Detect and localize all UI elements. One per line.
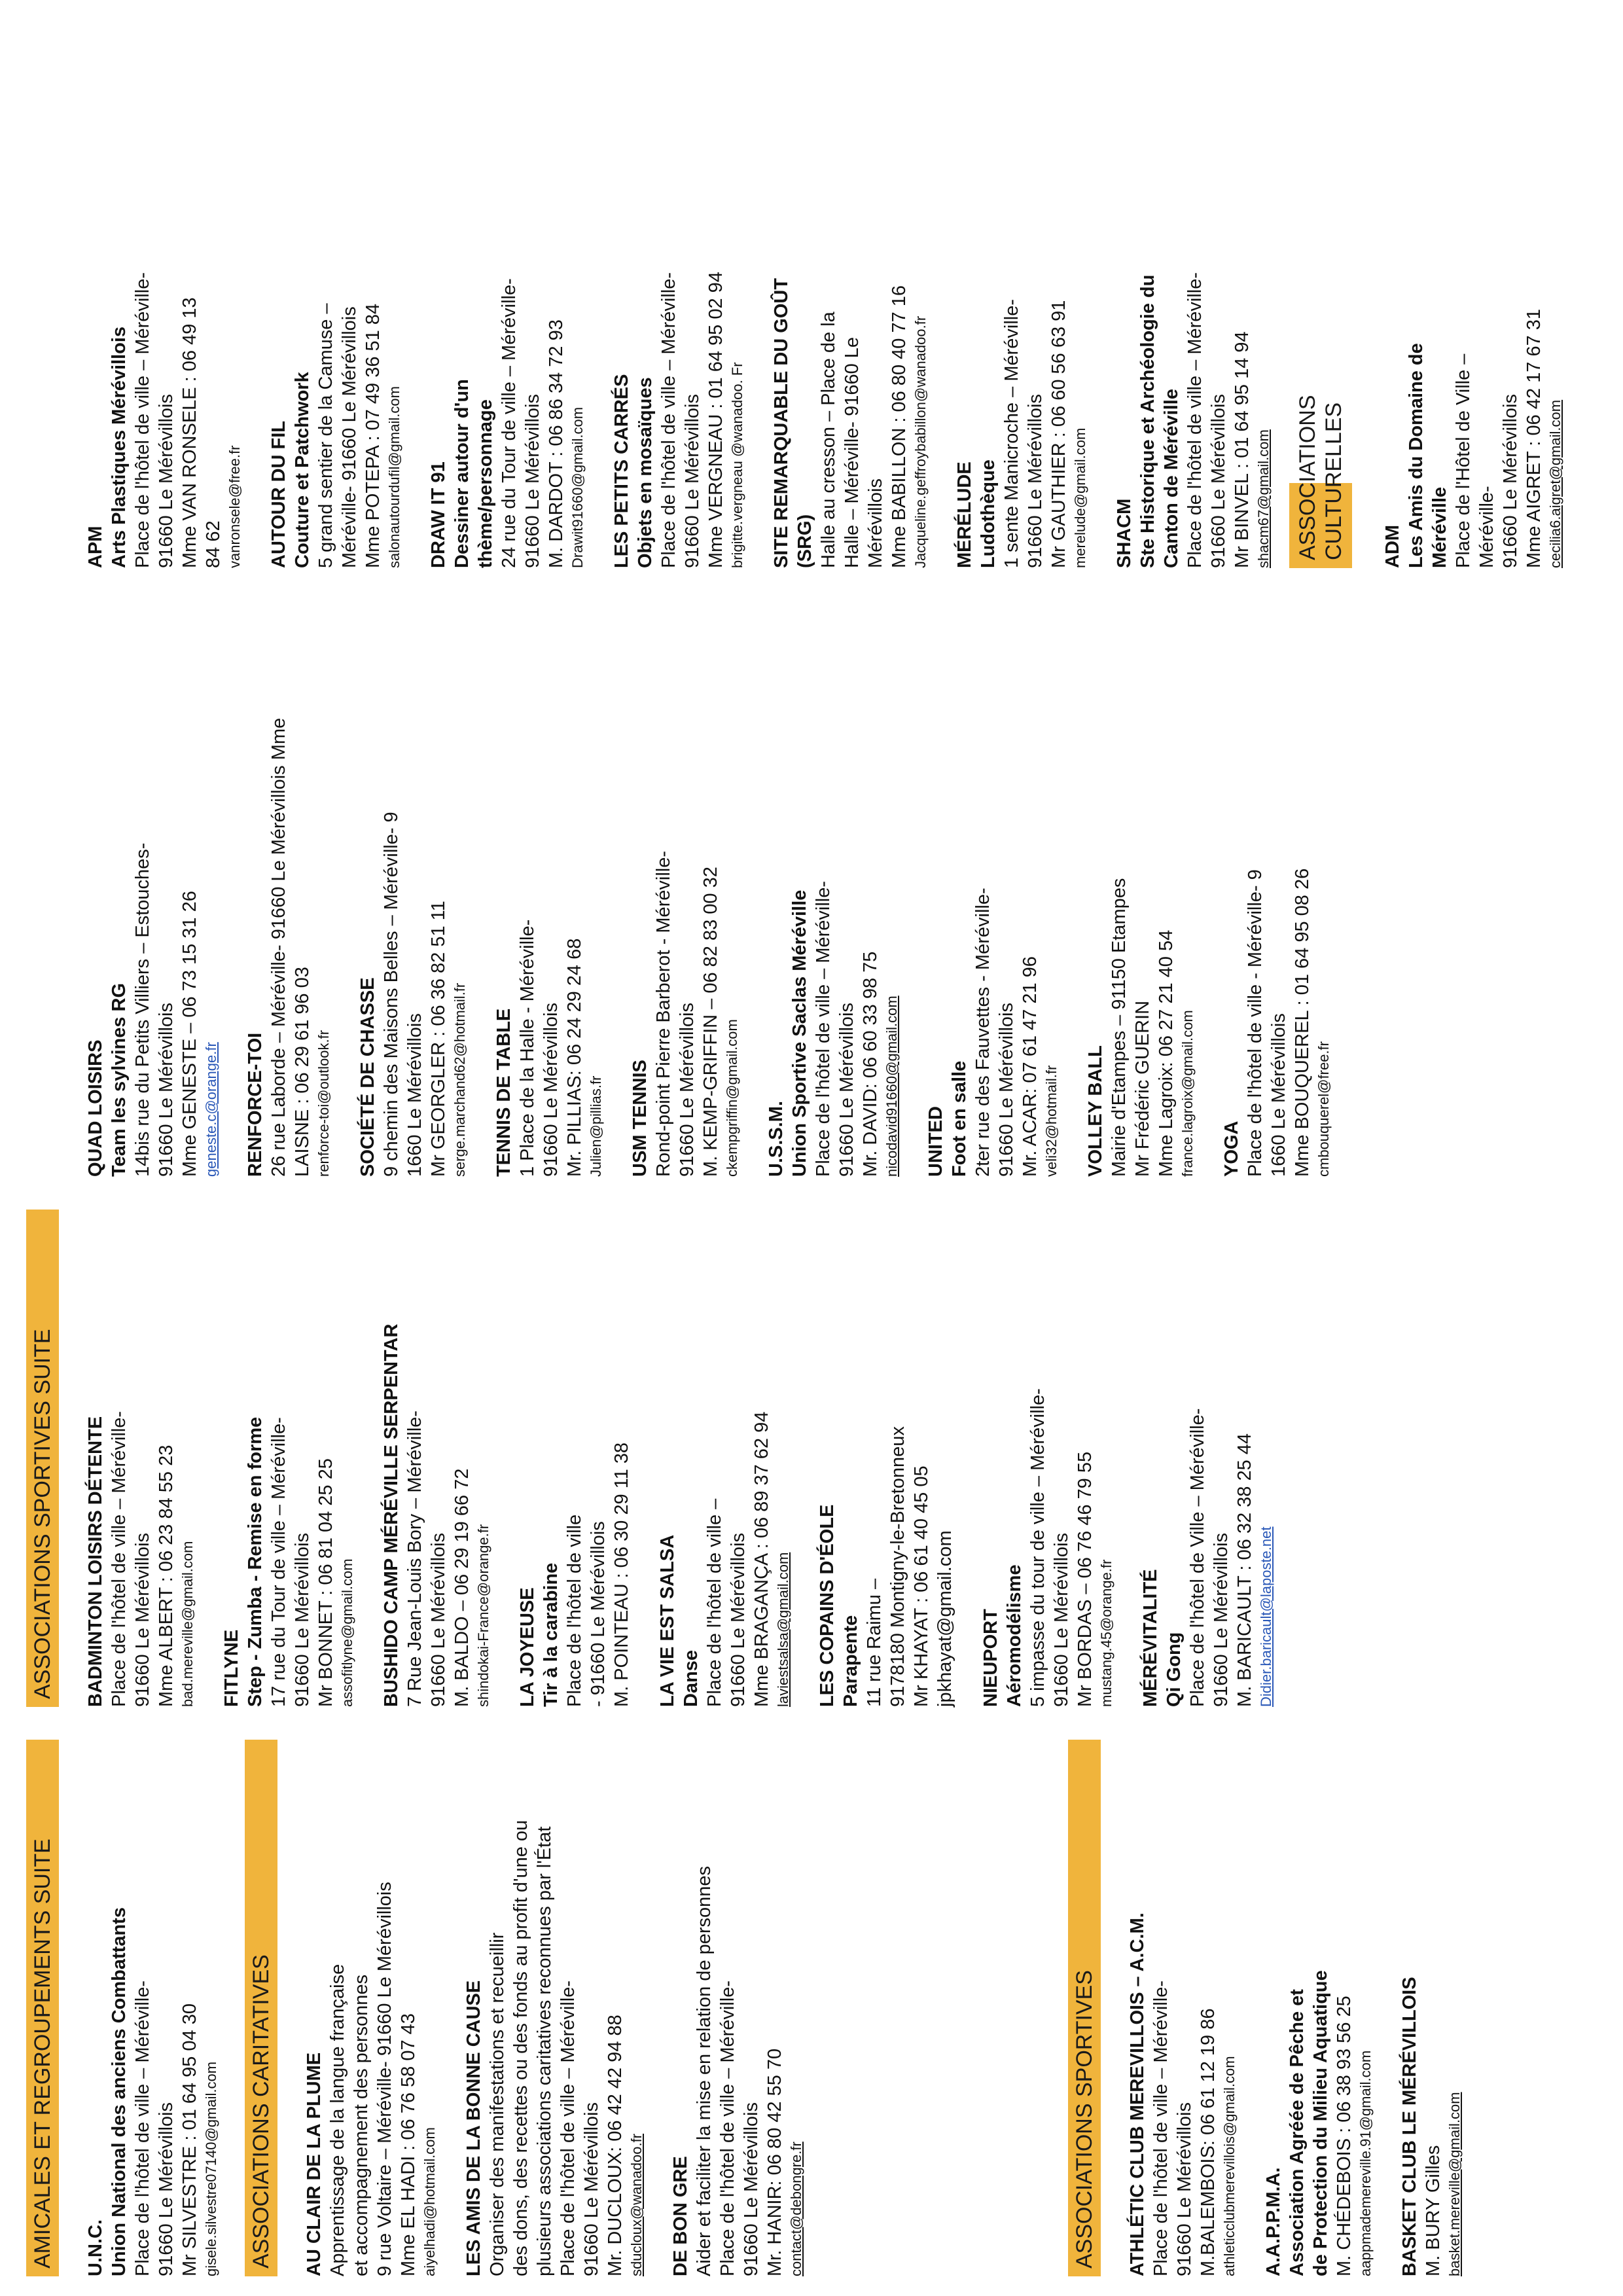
association-detail-line: Halle – Méréville- 91660 Le bbox=[842, 336, 863, 568]
association-subtitle: Aéromodélisme bbox=[1004, 1564, 1025, 1707]
association-detail-line: M. POINTEAU : 06 30 29 11 38 bbox=[611, 1442, 632, 1707]
association-detail-line: M. BARICAULT : 06 32 38 25 44 bbox=[1234, 1433, 1255, 1707]
column-3 bbox=[0, 614, 1623, 1177]
entry-spacer bbox=[1090, 110, 1113, 568]
entry-spacer bbox=[357, 1210, 380, 1707]
association-entry bbox=[84, 1210, 198, 1707]
association-entry bbox=[924, 614, 1061, 1177]
association-email[interactable]: sducloux@wanadoo.fr bbox=[628, 2133, 645, 2276]
association-subtitle: Canton de Méréville bbox=[1161, 389, 1182, 568]
association-subtitle: (SRG) bbox=[794, 514, 815, 568]
association-detail-line: Rond-point Pierre Barberot - Méréville- bbox=[653, 850, 674, 1177]
association-subtitle: Parapente bbox=[840, 1615, 861, 1707]
association-entry bbox=[770, 110, 931, 568]
association-detail-line: 91660 Le Mérévillois bbox=[1051, 1533, 1072, 1707]
association-subtitle: Foot en salle bbox=[949, 1060, 970, 1177]
association-email[interactable]: aappmademereville.91@gmail.com bbox=[1357, 2050, 1374, 2276]
association-detail-line: Mr SILVESTRE : 01 64 95 04 30 bbox=[179, 2003, 200, 2276]
association-name: TENNIS DE TABLE bbox=[493, 1008, 514, 1177]
association-name: LA VIE EST SALSA bbox=[657, 1534, 678, 1707]
association-name: MÉRÉVITALITÉ bbox=[1140, 1569, 1161, 1707]
association-email[interactable]: nicodavid91660@gmail.com bbox=[883, 996, 900, 1177]
section-header-sportives-suite: ASSOCIATIONS SPORTIVES SUITE bbox=[26, 1210, 59, 1707]
association-detail-line: 1 sente Manicroche – Méréville- bbox=[1001, 298, 1022, 568]
association-name: LES COPAINS D'ÉOLE bbox=[817, 1504, 838, 1707]
association-detail-line: - 91660 Le Mérévillois bbox=[588, 1521, 609, 1707]
association-detail-line: 91660 Le Mérévillois bbox=[728, 1533, 749, 1707]
association-detail-line: 91660 Le Mérévillois bbox=[541, 1003, 562, 1177]
association-subtitle: Ste Historique et Archéologie du bbox=[1137, 274, 1158, 568]
association-name: QUAD LOISIRS bbox=[85, 1039, 106, 1177]
association-detail-line: M. BALDO – 06 29 19 66 72 bbox=[452, 1468, 473, 1707]
entry-spacer bbox=[198, 1210, 220, 1707]
association-name: MÉRÉLUDE bbox=[954, 461, 975, 568]
association-name: LES PETITS CARRÉS bbox=[611, 374, 632, 568]
association-name: BASKET CLUB LE MÉRÉVILLOIS bbox=[1399, 1977, 1420, 2276]
association-email[interactable]: veli32@hotmail.fr bbox=[1043, 1065, 1060, 1177]
association-entry bbox=[84, 614, 221, 1177]
association-detail-line: Mme AIGRET : 06 42 17 67 31 bbox=[1524, 308, 1544, 568]
association-detail-line: 24 rue du Tour de ville – Méréville- bbox=[499, 278, 520, 568]
association-detail-line: 91660 Le Mérévillois bbox=[292, 1533, 313, 1707]
association-detail-line: Mr. HANIR: 06 80 42 55 70 bbox=[764, 2048, 785, 2276]
association-email[interactable]: Drawit91660@gmail.com bbox=[569, 406, 586, 568]
association-entry bbox=[1220, 614, 1334, 1177]
association-detail-line: Mme GENESTE – 06 73 15 31 26 bbox=[179, 891, 200, 1177]
association-name: DRAW IT 91 bbox=[428, 461, 449, 568]
association-email[interactable]: laviestsalsa@gmail.com bbox=[775, 1552, 791, 1707]
association-detail-line: Mr. DAVID: 06 60 33 98 75 bbox=[860, 951, 881, 1177]
association-detail-line: Mme BABILLON : 06 80 40 77 16 bbox=[889, 285, 910, 568]
association-detail-line: Place de l'hôtel de ville – Méréville- bbox=[132, 272, 153, 568]
association-subtitle: Union Sportive Saclas Méréville bbox=[789, 889, 810, 1177]
association-email[interactable]: mustang.45@orange.fr bbox=[1098, 1559, 1115, 1707]
association-subtitle: Objets en mosaïques bbox=[635, 377, 656, 568]
association-subtitle: Union National des anciens Combattants bbox=[109, 1907, 130, 2276]
column-4 bbox=[0, 110, 1623, 568]
association-entry bbox=[1126, 1740, 1240, 2276]
association-detail-line: 5 grand sentier de la Camuse – bbox=[315, 303, 336, 568]
entry-spacer bbox=[793, 1210, 815, 1707]
association-name: APM bbox=[85, 526, 106, 568]
entry-spacer bbox=[588, 110, 610, 568]
association-entry bbox=[267, 110, 404, 568]
entry-spacer bbox=[742, 614, 764, 1177]
association-name: LA JOYEUSE bbox=[517, 1587, 538, 1707]
association-name: DE BON GRE bbox=[670, 2156, 691, 2276]
entry-spacer bbox=[440, 1740, 462, 2276]
association-entry bbox=[302, 1740, 440, 2276]
association-entry bbox=[84, 110, 245, 568]
association-detail-line: 1660 Le Mérévillois bbox=[1268, 1013, 1289, 1177]
association-subtitle: Couture et Patchwork bbox=[292, 372, 313, 568]
list-culturelles-start bbox=[84, 110, 1274, 568]
association-entry bbox=[243, 614, 334, 1177]
association-detail-line: Mr BINVEL : 01 64 95 14 94 bbox=[1232, 331, 1253, 568]
association-entry bbox=[427, 110, 588, 568]
association-detail-line: M. KEMP-GRIFFIN – 06 82 83 00 32 bbox=[700, 867, 721, 1177]
entry-spacer bbox=[1116, 1210, 1139, 1707]
association-name: YOGA bbox=[1221, 1121, 1242, 1177]
association-email[interactable]: vanronsele@free.fr bbox=[226, 445, 243, 568]
association-detail-line: 9178180 Montigny-le-Bretonneux bbox=[887, 1426, 908, 1707]
section-header-amicales: AMICALES ET REGROUPEMENTS SUITE bbox=[26, 1740, 59, 2276]
association-email[interactable]: shindokai-France@orange.fr bbox=[475, 1524, 491, 1707]
association-detail-line: 9 chemin des Maisons Belles – Méréville- 9 bbox=[381, 812, 402, 1177]
list-amicales bbox=[84, 1740, 221, 2276]
association-name: ATHLÉTIC CLUB MEREVILLOIS – A.C.M. bbox=[1127, 1912, 1148, 2276]
association-detail-line: Mme POTEPA : 07 49 36 51 84 bbox=[363, 303, 383, 568]
association-entry bbox=[628, 614, 742, 1177]
association-detail-line: Mr BONNET : 06 81 04 25 25 bbox=[315, 1458, 336, 1707]
association-entry bbox=[356, 614, 470, 1177]
association-detail-line: 1 Place de la Halle - Méréville- bbox=[517, 919, 538, 1177]
association-name: BUSHIDO CAMP MÉRÉVILLE SERPENTAR bbox=[381, 1323, 402, 1707]
section-header-culturelles: ASSOCIATIONS CULTURELLES bbox=[1289, 483, 1352, 568]
entry-spacer bbox=[1061, 614, 1084, 1177]
section-header-caritatives: ASSOCIATIONS CARITATIVES bbox=[245, 1740, 277, 2276]
association-detail-line: 2ter rue des Fauvettes - Méréville- bbox=[972, 888, 993, 1177]
association-detail-line: et accompagnement des personnes bbox=[351, 1974, 372, 2276]
association-email[interactable]: cecilia6.aigret@gmail.com bbox=[1547, 399, 1563, 568]
association-detail-line: Mme Lagroix: 06 27 21 40 54 bbox=[1156, 929, 1177, 1177]
association-detail-line: 91660 Le Mérévillois bbox=[156, 394, 177, 568]
association-detail-line: 91660 Le Mérévillois bbox=[156, 2102, 177, 2276]
association-name: UNITED bbox=[925, 1106, 946, 1177]
association-detail-line: Mme BRAGANÇA : 06 89 37 62 94 bbox=[751, 1411, 772, 1707]
association-detail-line: Mérévillois bbox=[865, 478, 886, 568]
association-email[interactable]: Jacqueline.geffroybabillon@wanadoo.fr bbox=[912, 315, 929, 568]
association-email[interactable]: Julien@pillias.fr bbox=[588, 1075, 604, 1177]
association-email[interactable]: merelude@gmail.com bbox=[1072, 427, 1088, 568]
association-email[interactable]: brigitte.vergneau @wanadoo. Fr bbox=[729, 362, 745, 568]
association-name: RENFORCE-TOI bbox=[245, 1032, 266, 1177]
association-name: AU CLAIR DE LA PLUME bbox=[304, 2052, 325, 2276]
association-entry bbox=[1398, 1740, 1465, 2276]
association-detail-line: Mr Frédéric GUERIN bbox=[1132, 1000, 1153, 1177]
association-detail-line: Mr GAUTHIER : 06 60 56 63 91 bbox=[1048, 300, 1069, 568]
association-detail-line: 26 rue Laborde – Méréville- 91660 Le Mérévillois Mme bbox=[268, 717, 289, 1177]
list-sportives bbox=[1126, 1740, 1465, 2276]
association-entry bbox=[1113, 110, 1274, 568]
column-2 bbox=[0, 1210, 1623, 1707]
association-detail-line: Halle au cresson – Place de la bbox=[818, 312, 839, 568]
association-entry bbox=[1139, 1210, 1276, 1707]
association-entry bbox=[1084, 614, 1198, 1177]
association-email[interactable]: aiyelhadi@hotmail.com bbox=[421, 2127, 438, 2276]
association-detail-line: M. DARDOT : 06 86 34 72 93 bbox=[546, 319, 567, 568]
association-name: VOLLEY BALL bbox=[1085, 1045, 1106, 1177]
association-name: A.A.P.P.M.A. bbox=[1263, 2167, 1284, 2276]
association-detail-line: Place de l'hôtel de ville bbox=[564, 1514, 585, 1707]
association-detail-line: Place de l'hôtel de ville – Méréville- bbox=[132, 1980, 153, 2276]
association-entry bbox=[979, 1210, 1116, 1707]
section-header-sportives: ASSOCIATIONS SPORTIVES bbox=[1068, 1740, 1101, 2276]
entry-spacer bbox=[1240, 1740, 1262, 2276]
association-email[interactable]: geneste.c@orange.fr bbox=[203, 1042, 219, 1177]
association-subtitle: de Protection du Milieu Aquatique bbox=[1310, 1970, 1331, 2276]
entry-spacer bbox=[1198, 614, 1220, 1177]
association-detail-line: Apprentissage de la langue française bbox=[327, 1964, 348, 2276]
association-subtitle: Team les sylvines RG bbox=[109, 982, 130, 1177]
association-detail-line: Place de l'hôtel de ville – Méréville- bbox=[813, 880, 834, 1177]
association-detail-line: 91660 Le Mérévillois bbox=[1500, 394, 1521, 568]
association-subtitle: Les Amis du Domaine de bbox=[1406, 343, 1427, 568]
association-subtitle: Danse bbox=[681, 1649, 702, 1707]
association-detail-line: 91660 Le Mérévillois bbox=[677, 1003, 698, 1177]
entry-spacer bbox=[470, 614, 492, 1177]
entry-spacer bbox=[647, 1740, 669, 2276]
association-detail-line: Place de l'hôtel de ville – Méréville- bbox=[558, 1980, 579, 2276]
association-detail-line: Mme EL HADI : 06 76 58 07 43 bbox=[398, 2013, 419, 2276]
association-subtitle: Ludothèque bbox=[978, 459, 999, 568]
list-culturelles bbox=[1381, 110, 1565, 568]
association-detail-line: Place de l'hôtel de ville – Méréville- bbox=[1185, 272, 1205, 568]
entry-spacer bbox=[957, 1210, 979, 1707]
entry-spacer bbox=[902, 614, 924, 1177]
association-email[interactable]: renforce-toi@outlook.fr bbox=[315, 1030, 332, 1177]
entry-spacer bbox=[404, 110, 427, 568]
association-detail-line: 91660 Le Mérévillois bbox=[428, 1533, 449, 1707]
association-detail-line: 91660 Le Mérévillois bbox=[1208, 394, 1229, 568]
association-detail-line: 91660 Le Mérévillois bbox=[1174, 2102, 1195, 2276]
association-detail-line: Mme ALBERT : 06 23 84 55 23 bbox=[156, 1444, 177, 1707]
association-name: FITLYNE bbox=[221, 1629, 242, 1707]
entry-spacer bbox=[1376, 1740, 1398, 2276]
association-detail-line: 1660 Le Mérévillois bbox=[404, 1013, 425, 1177]
association-detail-line: M. BURY Gilles bbox=[1423, 2145, 1444, 2276]
association-name: BADMINTON LOISIRS DÉTENTE bbox=[85, 1416, 106, 1707]
association-detail-line: 91660 Le Mérévillois bbox=[581, 2102, 602, 2276]
entry-spacer bbox=[633, 1210, 656, 1707]
association-name: SOCIÉTÉ DE CHASSE bbox=[357, 977, 378, 1177]
association-detail-line: 91660 Le Mérévillois bbox=[522, 394, 543, 568]
association-name: U.S.S.M. bbox=[766, 1100, 787, 1177]
association-entry bbox=[84, 1740, 221, 2276]
association-entry bbox=[380, 1210, 493, 1707]
association-email[interactable]: shacm67@gmail.com bbox=[1255, 429, 1272, 568]
entry-spacer bbox=[931, 110, 953, 568]
association-detail-line: 9 rue Voltaire – Méréville- 91660 Le Mérévillois bbox=[374, 1882, 395, 2276]
association-detail-line: Place de l'Hôtel de Ville – bbox=[1453, 353, 1474, 568]
association-entry bbox=[669, 1740, 806, 2276]
association-detail-line: 91660 Le Mérévillois bbox=[132, 1533, 153, 1707]
association-email[interactable]: serge.marchand62@hotmail.fr bbox=[452, 982, 468, 1177]
association-entry bbox=[1381, 110, 1565, 568]
association-email[interactable]: ckempgriffin@gmail.com bbox=[724, 1019, 740, 1177]
association-entry bbox=[656, 1210, 793, 1707]
association-detail-line: 84 62 bbox=[203, 520, 224, 568]
association-entry bbox=[220, 1210, 357, 1707]
association-subtitle: Arts Plastiques Mérévillois bbox=[109, 326, 130, 568]
association-subtitle: Dessiner autour d'un bbox=[452, 379, 473, 568]
association-entry bbox=[610, 110, 747, 568]
association-entry bbox=[492, 614, 606, 1177]
association-detail-line: 11 rue Raimu – bbox=[864, 1578, 885, 1707]
entry-spacer bbox=[493, 1210, 516, 1707]
association-email[interactable]: cmbouquerel@free.fr bbox=[1315, 1041, 1332, 1177]
association-detail-line: 91660 Le Mérévillois bbox=[996, 1003, 1017, 1177]
association-detail-line: Place de l'hôtel de ville – Méréville- bbox=[109, 1410, 130, 1707]
association-email[interactable]: salonautourdufil@gmail.com bbox=[386, 386, 402, 568]
entry-spacer bbox=[747, 110, 770, 568]
association-email[interactable]: basket.mereville@gmail.com bbox=[1446, 2092, 1463, 2276]
association-entry bbox=[764, 614, 902, 1177]
association-subtitle: Méréville bbox=[1429, 486, 1450, 568]
association-subtitle: Step - Zumba - Remise en forme bbox=[245, 1416, 266, 1707]
association-detail-line: Mr GEORGLER : 06 36 82 51 11 bbox=[428, 901, 449, 1177]
association-email[interactable]: bad.mereville@gmail.com bbox=[179, 1541, 196, 1707]
association-detail-line: 91660 Le Mérévillois bbox=[836, 1003, 857, 1177]
association-detail-line: Organiser des manifestations et recueillir bbox=[487, 1932, 508, 2276]
association-detail-line: LAISNE : 06 29 61 96 03 bbox=[292, 967, 313, 1177]
association-email[interactable]: athleticclubmerevillois@gmail.com bbox=[1221, 2056, 1238, 2276]
association-detail-line: Aider et faciliter la mise en relation de personnes bbox=[694, 1865, 715, 2276]
association-subtitle: Qi Gong bbox=[1164, 1632, 1185, 1707]
association-name: AUTOUR DU FIL bbox=[268, 420, 289, 568]
association-entry bbox=[516, 1210, 633, 1707]
entry-spacer bbox=[245, 110, 267, 568]
association-subtitle: Tir à la carabine bbox=[541, 1562, 562, 1707]
association-detail-line: Mr. ACAR: 07 61 47 21 96 bbox=[1020, 956, 1041, 1177]
association-detail-line: Place de l'hôtel de ville – Méréville- bbox=[1150, 1980, 1171, 2276]
association-entry bbox=[953, 110, 1090, 568]
association-name: U.N.C. bbox=[85, 2219, 106, 2276]
association-detail-line: 91660 Le Mérévillois bbox=[741, 2102, 762, 2276]
association-detail-line: Mr. DUCLOUX: 06 42 42 94 88 bbox=[605, 2015, 626, 2276]
association-email[interactable]: Didier.baricault@laposte.net bbox=[1258, 1526, 1274, 1707]
association-detail-line: M. CHÉDEBOIS : 06 38 93 56 25 bbox=[1334, 1996, 1355, 2276]
association-detail-line: Place de l'hôtel de Ville – Méréville- bbox=[1187, 1408, 1208, 1707]
association-detail-line: 91660 Le Mérévillois bbox=[1025, 394, 1046, 568]
association-detail-line: M.BALEMBOIS: 06 61 12 19 86 bbox=[1198, 2008, 1219, 2276]
association-email[interactable]: contact@debongre.fr bbox=[788, 2142, 804, 2276]
association-entry bbox=[815, 1210, 957, 1707]
association-name: USM TENNIS bbox=[630, 1060, 651, 1177]
association-name: ADM bbox=[1382, 524, 1403, 568]
association-detail-line: Place de l'hôtel de ville – Méréville- bbox=[658, 272, 679, 568]
association-email[interactable]: assofitlyne@gmail.com bbox=[339, 1558, 355, 1707]
association-detail-line: Mme VERGNEAU : 01 64 95 02 94 bbox=[705, 272, 726, 568]
association-name: LES AMIS DE LA BONNE CAUSE bbox=[463, 1980, 484, 2276]
list-sportives-suite bbox=[84, 1210, 1276, 1707]
association-detail-line: 91660 Le Mérévillois bbox=[1211, 1533, 1232, 1707]
list-sportives-suite-2 bbox=[84, 614, 1334, 1177]
association-detail-line: Place de l'hôtel de ville - Méréville- 9 bbox=[1245, 869, 1266, 1177]
association-subtitle: Association Agréée de Pêche et bbox=[1287, 1989, 1308, 2276]
association-email[interactable]: gisele.silvestre07140@gmail.com bbox=[203, 2061, 219, 2276]
association-detail-line: 17 rue du Tour de ville – Méréville- bbox=[268, 1417, 289, 1707]
association-detail-line: Mme BOUQUEREL : 01 64 95 08 26 bbox=[1292, 868, 1313, 1177]
association-detail-line: 91660 Le Mérévillois bbox=[156, 1003, 177, 1177]
association-entry bbox=[462, 1740, 647, 2276]
entry-spacer bbox=[221, 614, 243, 1177]
list-caritatives bbox=[302, 1740, 806, 2276]
association-detail-line: 5 impasse du tour de ville – Méréville- bbox=[1027, 1388, 1048, 1707]
association-detail-line: jpkhayat@gmail.com bbox=[935, 1530, 955, 1707]
association-detail-line: Mr. PILLIAS: 06 24 29 24 68 bbox=[564, 938, 585, 1177]
association-entry bbox=[1262, 1740, 1376, 2276]
association-detail-line: des dons, des recettes ou des fonds au profit d'une ou bbox=[510, 1820, 531, 2276]
association-detail-line: 91660 Le Mérévillois bbox=[682, 394, 703, 568]
association-detail-line: Méréville- 91660 Le Mérévillois bbox=[339, 306, 360, 568]
association-detail-line: Mr KHAYAT : 06 61 40 45 05 bbox=[911, 1465, 932, 1707]
entry-spacer bbox=[606, 614, 628, 1177]
association-email[interactable]: france.lagroix@gmail.com bbox=[1179, 1010, 1196, 1177]
association-subtitle: thème/personnage bbox=[475, 399, 496, 568]
association-detail-line: Place de l'hôtel de ville – Méréville- bbox=[717, 1980, 738, 2276]
association-detail-line: 7 Rue Jean-Louis Bory – Méréville- bbox=[404, 1410, 425, 1707]
association-detail-line: plusieurs associations caritatives reconnues par l'État bbox=[534, 1826, 555, 2276]
association-detail-line: Place de l'hôtel de ville – bbox=[704, 1498, 725, 1707]
association-detail-line: 14bis rue du Petits Villiers – Estouches- bbox=[132, 842, 153, 1177]
association-detail-line: Mairie d'Etampes – 91150 Etampes bbox=[1109, 878, 1130, 1177]
column-1 bbox=[0, 1740, 1623, 2276]
association-name: SHACM bbox=[1114, 498, 1135, 568]
entry-spacer bbox=[334, 614, 356, 1177]
association-detail-line: Mr BORDAS – 06 76 46 79 55 bbox=[1075, 1451, 1096, 1707]
association-detail-line: Mme VAN RONSELE : 06 49 13 bbox=[179, 297, 200, 568]
association-name: NIEUPORT bbox=[980, 1609, 1001, 1707]
association-detail-line: Méréville- bbox=[1476, 486, 1497, 568]
association-name: SITE REMARQUABLE DU GOÛT bbox=[771, 278, 792, 568]
